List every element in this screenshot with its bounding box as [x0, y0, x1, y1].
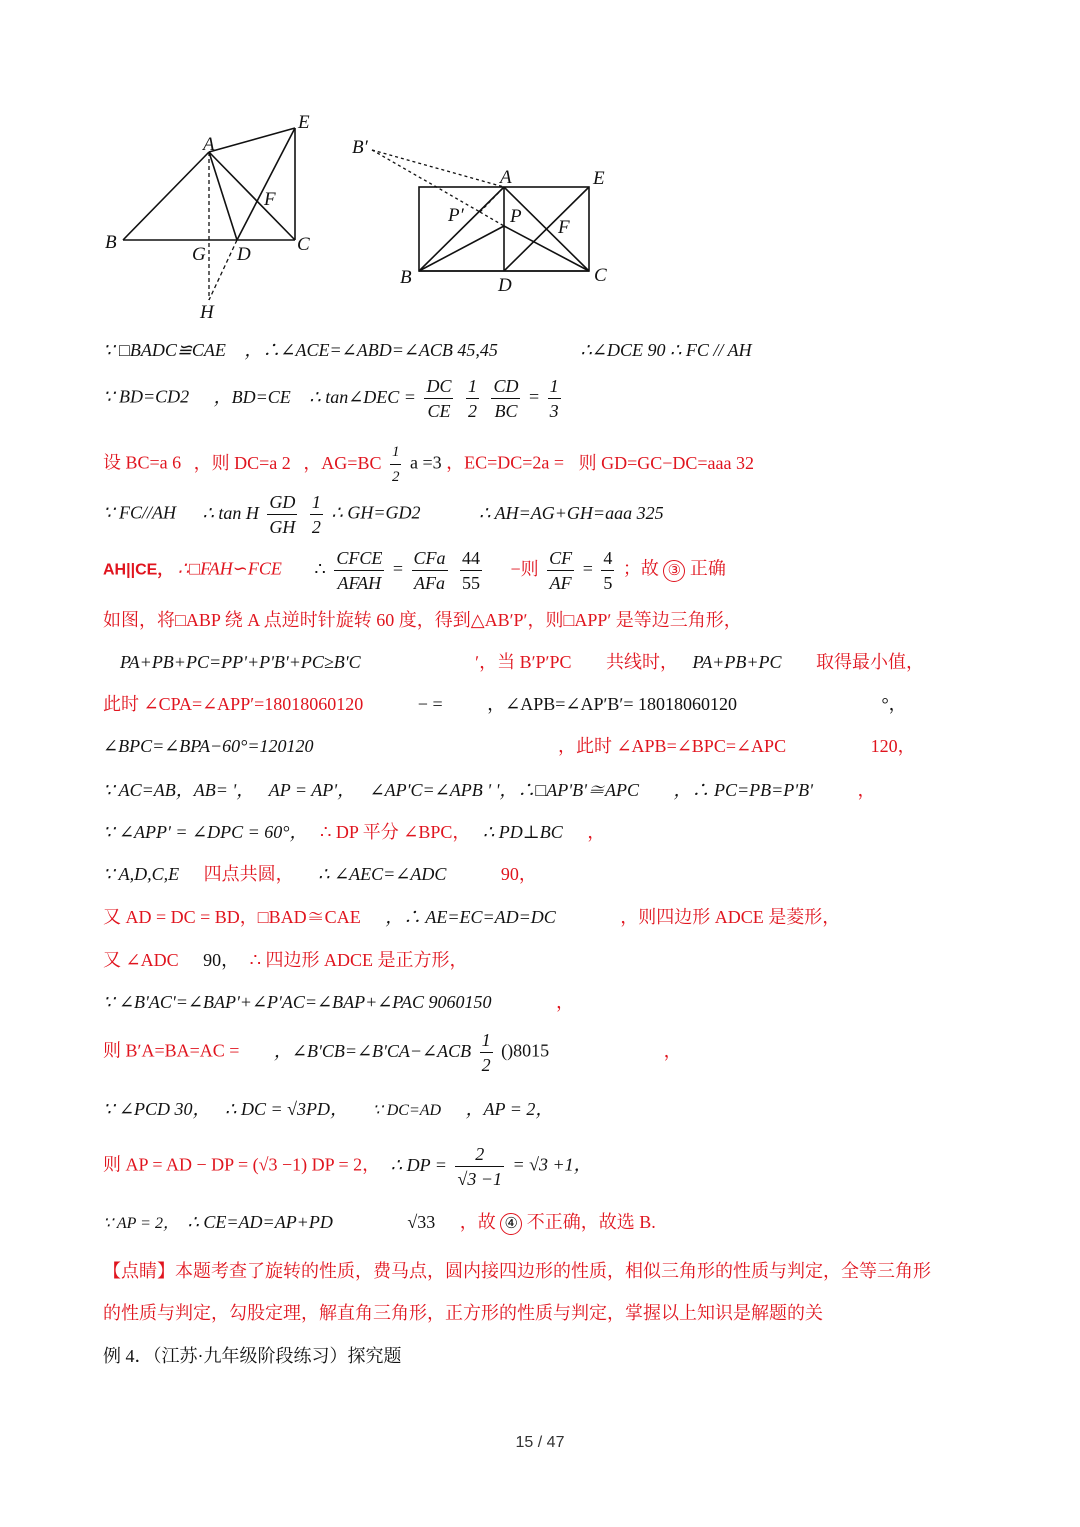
figure-left — [100, 110, 330, 325]
label-H: H — [200, 302, 214, 323]
label-Bprime: B′ — [352, 137, 368, 158]
line18-part-a: 则 AP = AD − DP = (√3 −1) DP = 2， — [103, 1154, 381, 1175]
solution-line-8 — [103, 692, 907, 716]
line8-part-c: ，∠APB=∠APʹBʹ= 18018060120 — [487, 694, 737, 714]
solution-line-18 — [103, 1142, 592, 1191]
line16-part-a: 则 BʹA=BA=AC = — [103, 1040, 240, 1061]
line3-part-c: ，AG=BC — [303, 452, 382, 473]
line4-part-b: ∴ tan H — [202, 502, 259, 523]
line14-part-a: 又 ∠ADC — [103, 950, 179, 970]
line8-part-b: − = — [417, 694, 443, 714]
line1-part-b: ，∴∠ACE=∠ABD=∠ACB 45,45 — [244, 340, 498, 360]
line7-part-b: ʹ，当 BʹPʹPC — [475, 652, 572, 672]
line9-part-b: ，此时 ∠APB=∠BPC=∠APC — [557, 736, 787, 756]
line11-part-c: ∴ PD⊥BC — [482, 822, 563, 842]
fraction-third: $\frac{1}{3}$ — [549, 376, 559, 421]
line15-part-b: ， — [556, 992, 574, 1012]
line5-part-a: AH||CE， — [103, 561, 174, 579]
solution-line-10 — [103, 778, 875, 802]
line13-part-b: ，∴ AE=EC=AD=DC — [385, 907, 556, 927]
solution-line-6: 如图，将□ABP 绕 A 点逆时针旋转 60 度，得到△ABʹPʹ，则□APPʹ 是等边三角形， — [103, 610, 742, 630]
figure-right — [345, 130, 620, 295]
line13-part-c: ，则四边形 ADCE 是菱形， — [620, 907, 841, 927]
line12-part-d: 90， — [500, 864, 537, 884]
solution-line-2: ∵ BD=CD2 ，BD=CE ∴ tan∠DEC = $\frac{DC}{CE}$ $\frac{1}{2}$ $\frac{CD}{BC}$ = $\frac{1}{3}$ — [103, 376, 559, 421]
line5-part-d: −则 — [510, 558, 539, 579]
key-point-line-1: 【点睛】本题考查了旋转的性质，费马点，圆内接四边形的性质，相似三角形的性质与判定，全等三角形 — [103, 1261, 931, 1281]
circled-number-4: ④ — [500, 1213, 522, 1235]
line5-part-e: ；故 — [622, 558, 659, 579]
label-C: C — [594, 265, 607, 286]
line12-part-a: ∵ A,D,C,E — [103, 864, 180, 884]
line3-part-e: ，EC=DC=2a = — [446, 452, 565, 473]
solution-line-11 — [103, 820, 605, 844]
line10-part-d: ，∴ PC=PB=PʹBʹ — [673, 780, 813, 800]
line7-part-c: 共线时， — [606, 652, 679, 672]
line3-part-d: a =3 — [409, 452, 442, 473]
line7-part-d: PA+PB+PC — [692, 652, 782, 672]
solution-line-19 — [103, 1210, 656, 1236]
line1-part-a: ∵ □BADC≌CAE — [103, 340, 226, 360]
fraction-4-5: $\frac{4}{5}$ — [603, 548, 613, 593]
fraction-cfa-afa: $\frac{\text{CFa}}{\text{AFa}}$ — [413, 548, 446, 593]
line19-part-b: ∴ CE=AD=AP+PD — [187, 1212, 333, 1232]
line14-part-b: 90， — [203, 950, 240, 970]
label-Pprime: P′ — [448, 205, 464, 226]
line9-part-c: 120， — [870, 736, 916, 756]
fraction-half-3: $\frac{1}{2}$ — [390, 440, 402, 489]
fraction-cf-af: $\frac{CF}{AF}$ — [549, 548, 573, 593]
line19-part-a: ∵ AP = 2， — [103, 1215, 179, 1232]
line18-part-b: ∴ DP = — [390, 1154, 447, 1175]
line9-part-a: ∠BPC=∠BPA−60°=120120 — [103, 736, 314, 756]
line10-part-c: ∠APʹC=∠APB ʹ ʹ，∴□APʹBʹ≅APC — [369, 780, 639, 800]
line4-part-c: ∴ GH=GD2 — [331, 502, 421, 523]
line5-part-c: ∴ — [314, 558, 326, 579]
solution-line-13 — [103, 905, 840, 929]
line11-part-b: ∴ DP 平分 ∠BPC， — [319, 822, 471, 842]
line10-part-a: ∵ AC=AB，AB= ʹ， — [103, 780, 255, 800]
line3-part-f: 则 GD=GC−DC=aaa 32 — [578, 452, 755, 473]
solution-line-14 — [103, 948, 468, 972]
line7-part-e: 取得最小值， — [815, 652, 924, 672]
line19-part-d: ，故 — [459, 1212, 496, 1232]
line2-part-a: ∵ BD=CD2 — [103, 386, 190, 407]
fraction-half: $\frac{1}{2}$ — [467, 376, 477, 421]
solution-line-17 — [103, 1097, 553, 1123]
line10-part-b: AP = APʹ， — [268, 780, 356, 800]
key-point-line-2: 的性质与判定，勾股定理，解直角三角形，正方形的性质与判定，掌握以上知识是解题的关 — [103, 1303, 823, 1323]
line12-part-c: ∴ ∠AEC=∠ADC — [318, 864, 447, 884]
line14-part-c: ∴ 四边形 ADCE 是正方形， — [249, 950, 468, 970]
fraction-cfce-afah: $\frac{\text{CFCE}}{\text{AFAH}}$ — [336, 548, 383, 593]
line13-part-a: 又 AD = DC = BD，□BAD≅CAE — [103, 907, 361, 927]
solution-line-1 — [103, 338, 752, 362]
solution-line-3 — [103, 440, 754, 489]
line8-part-a: 此时 ∠CPA=∠APP′=18018060120 — [103, 694, 364, 714]
circled-number-3: ③ — [663, 560, 685, 582]
label-F: F — [558, 217, 570, 238]
line10-part-e: ， — [857, 780, 876, 800]
line3-part-a: 设 BC=a 6 — [103, 452, 182, 473]
line18-part-c: = √3 +1， — [512, 1154, 592, 1175]
line16-part-c: ()8015 — [501, 1040, 550, 1061]
label-F: F — [264, 189, 276, 210]
line19-part-e: 不正确，故选 B. — [526, 1212, 656, 1232]
label-E: E — [298, 112, 310, 133]
line11-part-d: ， — [587, 822, 606, 842]
label-B: B — [105, 232, 117, 253]
line12-part-b: 四点共圆， — [203, 864, 294, 884]
line16-part-d: ， — [663, 1040, 682, 1061]
label-E: E — [593, 168, 605, 189]
solution-line-7 — [120, 650, 924, 674]
fraction-44-55: $\frac{44}{55}$ — [462, 548, 481, 593]
fraction-half-16: $\frac{1}{2}$ — [481, 1030, 491, 1075]
solution-line-12 — [103, 862, 537, 886]
line17-part-d: ，AP = 2， — [465, 1099, 554, 1119]
line3-part-b: ，则 DC=a 2 — [193, 452, 291, 473]
label-D: D — [498, 275, 512, 295]
label-B: B — [400, 267, 412, 288]
line2-part-b: ，BD=CE — [213, 386, 291, 407]
line16-part-b: ，∠BʹCB=∠BʹCA−∠ACB — [273, 1040, 472, 1061]
page-number: 15 / 47 — [515, 1434, 565, 1451]
label-P: P — [510, 206, 522, 227]
line7-part-a: PA+PB+PC=PPʹ+PʹBʹ+PC≥BʹC — [120, 652, 361, 672]
label-A: A — [500, 167, 512, 188]
label-A: A — [203, 134, 215, 155]
line17-part-a: ∵ ∠PCD 30， — [103, 1099, 211, 1119]
fraction-half-4: $\frac{1}{2}$ — [311, 492, 321, 537]
fraction-cd-bc: $\frac{CD}{BC}$ — [493, 376, 519, 421]
line5-part-b: ∴□FAH∽FCE — [177, 558, 282, 579]
line4-part-d: ∴ AH=AG+GH=aaa 325 — [479, 502, 664, 523]
line17-part-c: ∵ DC=AD — [372, 1102, 442, 1119]
line5-part-g: 正确 — [689, 558, 726, 579]
fraction-gd-gh: $\frac{GD}{GH}$ — [269, 492, 296, 537]
line8-part-d: °， — [881, 694, 907, 714]
label-G: G — [192, 244, 206, 265]
solution-line-15 — [103, 990, 574, 1014]
solution-line-4 — [103, 490, 664, 539]
label-C: C — [297, 234, 310, 255]
solution-line-5: AH||CE， ∴□FAH∽FCE ∴ $\frac{\text{CFCE}}{\text{AFAH}}$ = $\frac{\text{CFa}}{\text{AFa}}$ $\frac{44}{55}$ −则 $\frac{CF}{AF}$ = $\frac{4}{5}$ ；故 ③ 正确 — [103, 548, 726, 593]
fraction-2-over-sqrt3-minus1: $\frac{2}{√3 -1}$ — [457, 1144, 502, 1189]
line1-part-c: ∴∠DCE 90 ∴ FC // AH — [580, 340, 752, 360]
solution-line-16 — [103, 1028, 682, 1077]
line17-part-b: ∴ DC = √3PD， — [225, 1099, 349, 1119]
line19-part-c: √33 — [407, 1212, 436, 1232]
line4-part-a: ∵ FC//AH — [103, 502, 176, 523]
solution-line-9 — [103, 734, 916, 758]
example-4-heading: 例 4．（江苏·九年级阶段练习）探究题 — [103, 1346, 402, 1366]
line11-part-a: ∵ ∠APPʹ = ∠DPC = 60°， — [103, 822, 308, 842]
fraction-dc-ce: $\frac{DC}{CE}$ — [426, 376, 452, 421]
line15-part-a: ∵ ∠BʹACʹ=∠BAPʹ+∠PʹAC=∠BAP+∠PAC 9060150 — [103, 992, 492, 1012]
label-D: D — [237, 244, 251, 265]
line2-part-c: ∴ tan∠DEC = — [309, 386, 416, 407]
